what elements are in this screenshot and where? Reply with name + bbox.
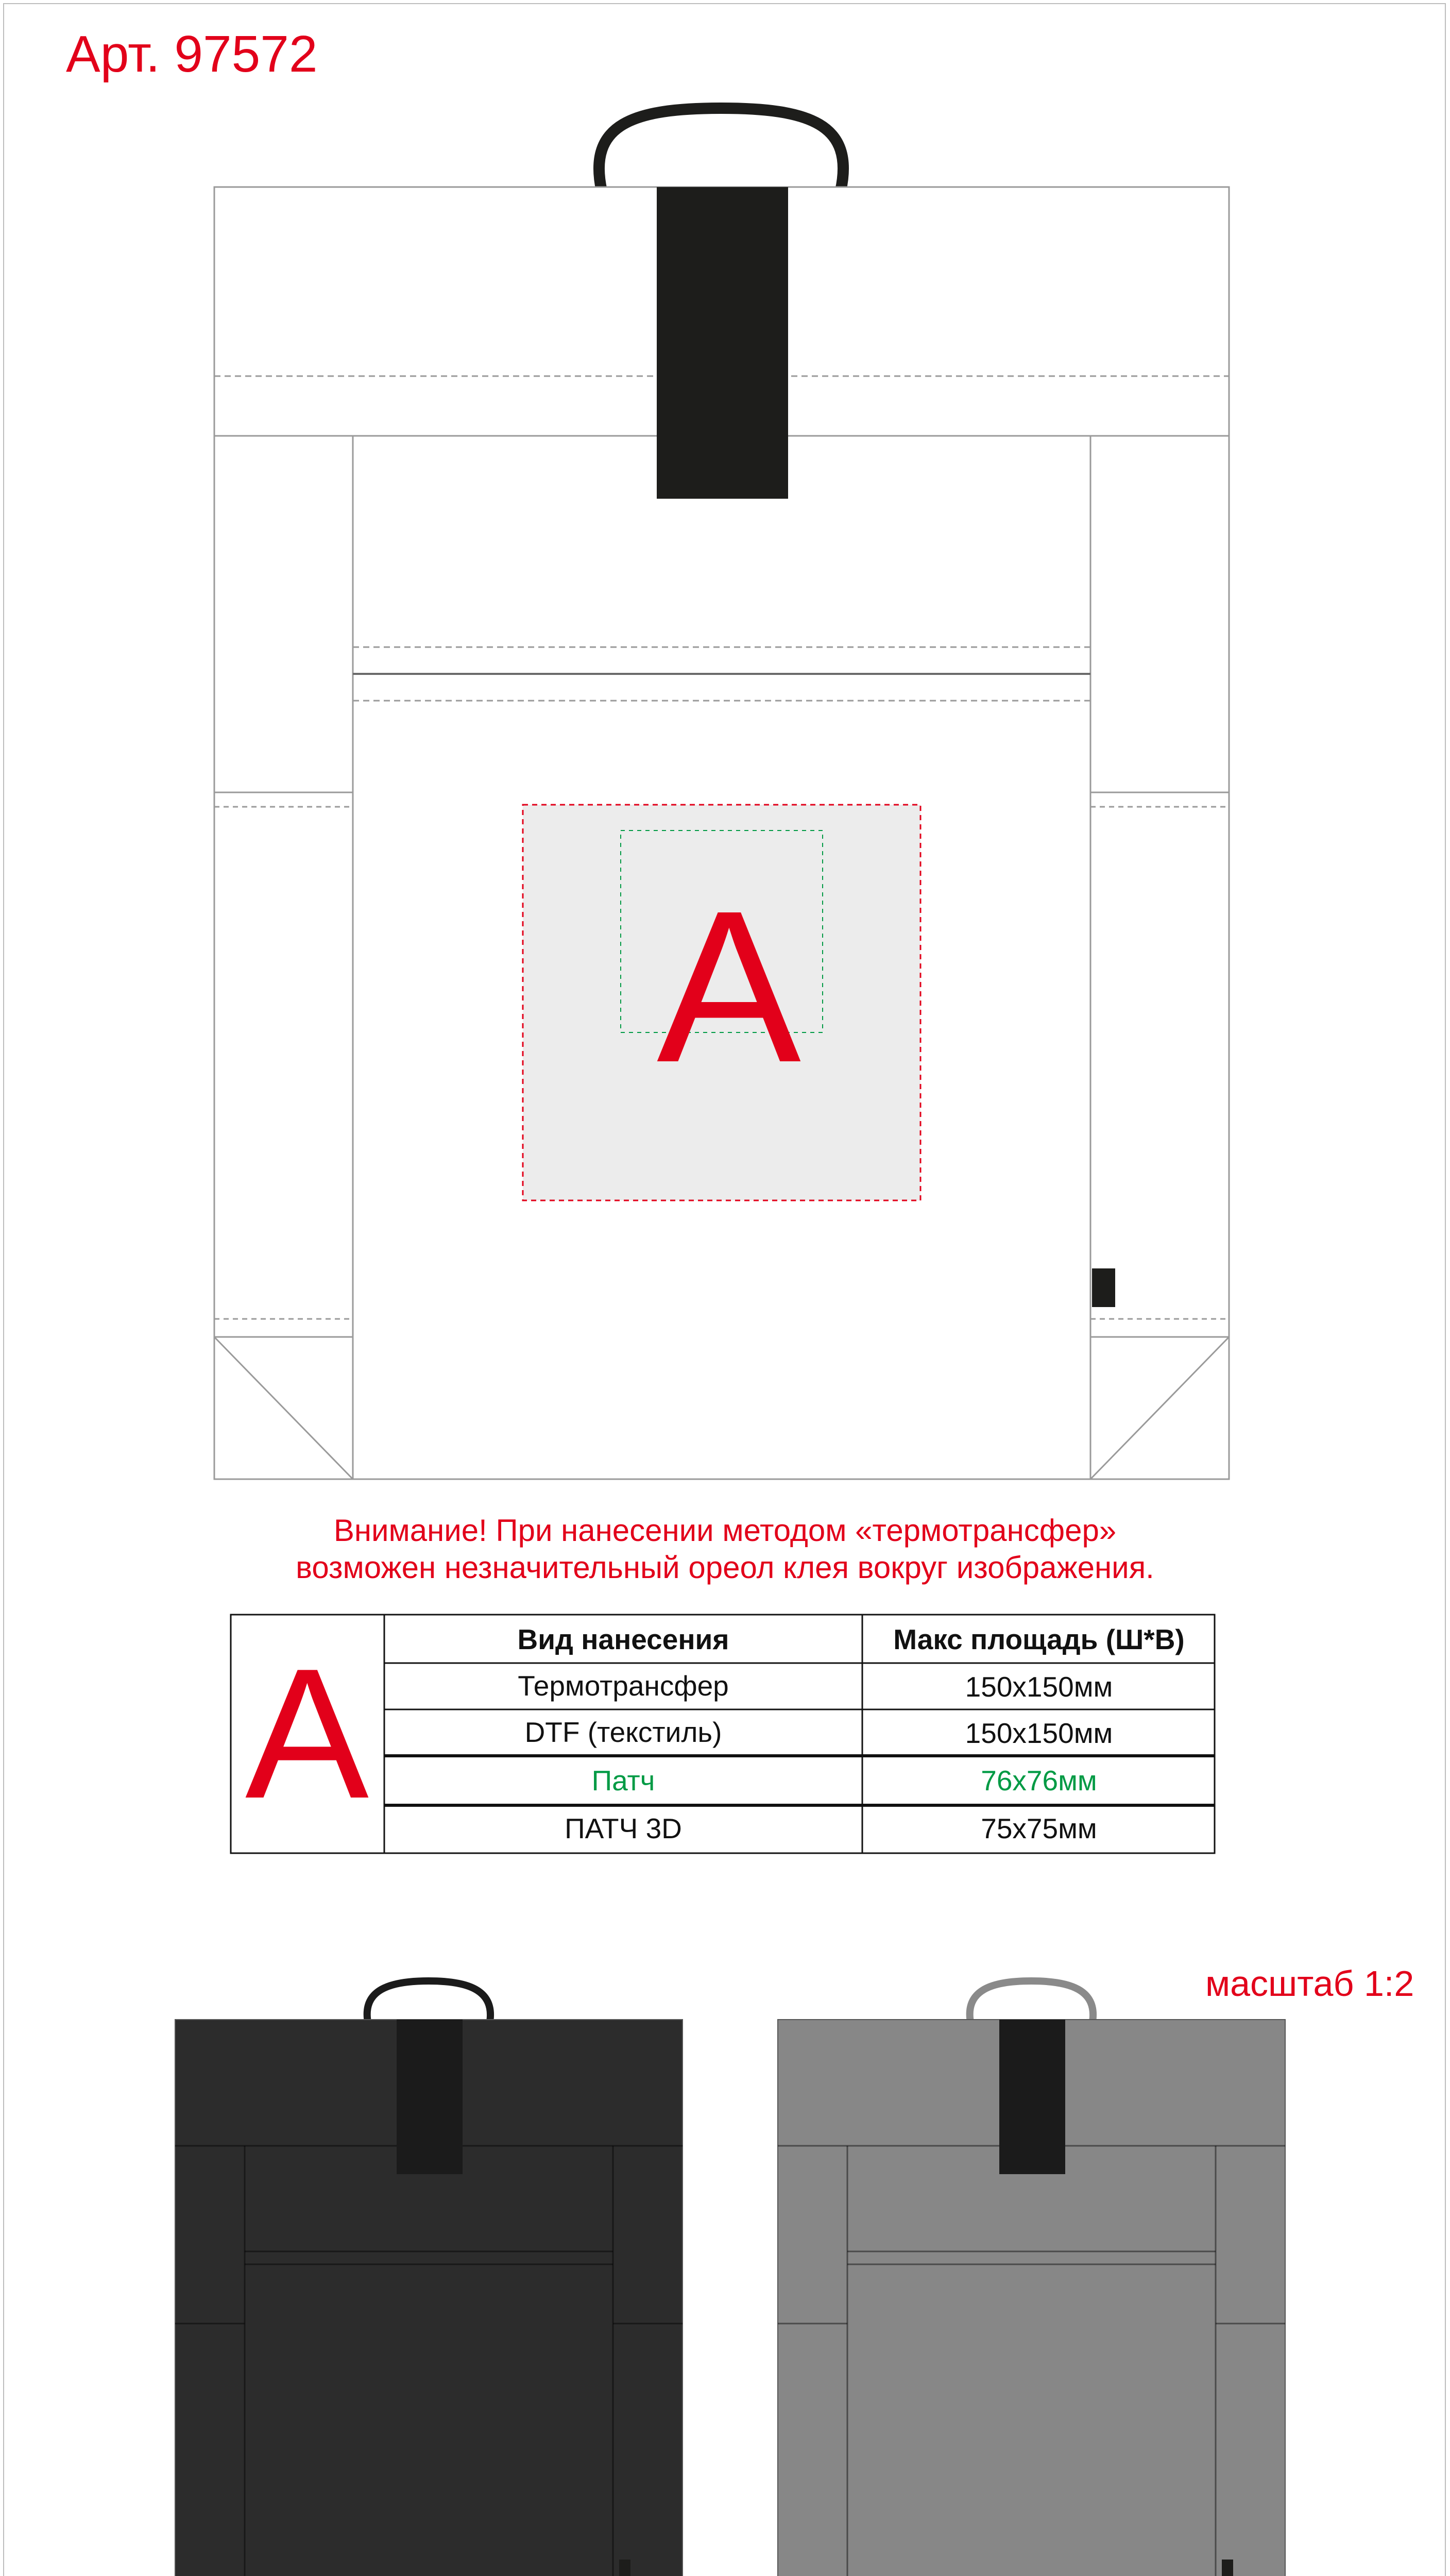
variant-handle — [367, 1981, 490, 2025]
spec-table — [230, 1614, 1216, 1854]
side-tab — [1092, 1268, 1115, 1307]
row-3-method: Патч — [591, 1765, 655, 1797]
warning-line-2: возможен незначительный ореол клея вокруг изображения. — [296, 1550, 1154, 1585]
header-max-area: Макс площадь (Ш*В) — [893, 1623, 1185, 1655]
backpack-variant-black — [175, 1981, 683, 2576]
backpack-variant-grey — [778, 1981, 1285, 2576]
warning-text — [0, 1512, 1450, 1586]
scale-label: масштаб 1:2 — [1205, 1963, 1414, 2004]
color-variants — [0, 1958, 1450, 2576]
backpack-strap — [657, 187, 788, 499]
header-method: Вид нанесения — [517, 1623, 729, 1655]
row-1-max-area: 150x150мм — [965, 1671, 1113, 1703]
row-4-method: ПАТЧ 3D — [565, 1812, 682, 1844]
print-zone-letter: A — [656, 866, 801, 1108]
row-2-method: DTF (текстиль) — [524, 1716, 722, 1748]
warning-line-1: Внимание! При нанесении методом «термотрансфер» — [333, 1513, 1117, 1548]
row-3-max-area: 76x76мм — [981, 1765, 1097, 1797]
spec-zone-letter: A — [245, 1630, 369, 1837]
row-1-method: Термотрансфер — [518, 1670, 729, 1702]
variant-strap — [397, 2020, 463, 2174]
article-title: Арт. 97572 — [66, 25, 318, 83]
row-2-max-area: 150x150мм — [965, 1717, 1113, 1749]
row-4-max-area: 75x75мм — [981, 1812, 1097, 1844]
variant-strap — [999, 2020, 1065, 2174]
variant-handle — [970, 1981, 1093, 2025]
backpack-handle — [599, 108, 843, 191]
variant-side-tab — [619, 2560, 630, 2576]
variant-side-tab — [1222, 2560, 1233, 2576]
